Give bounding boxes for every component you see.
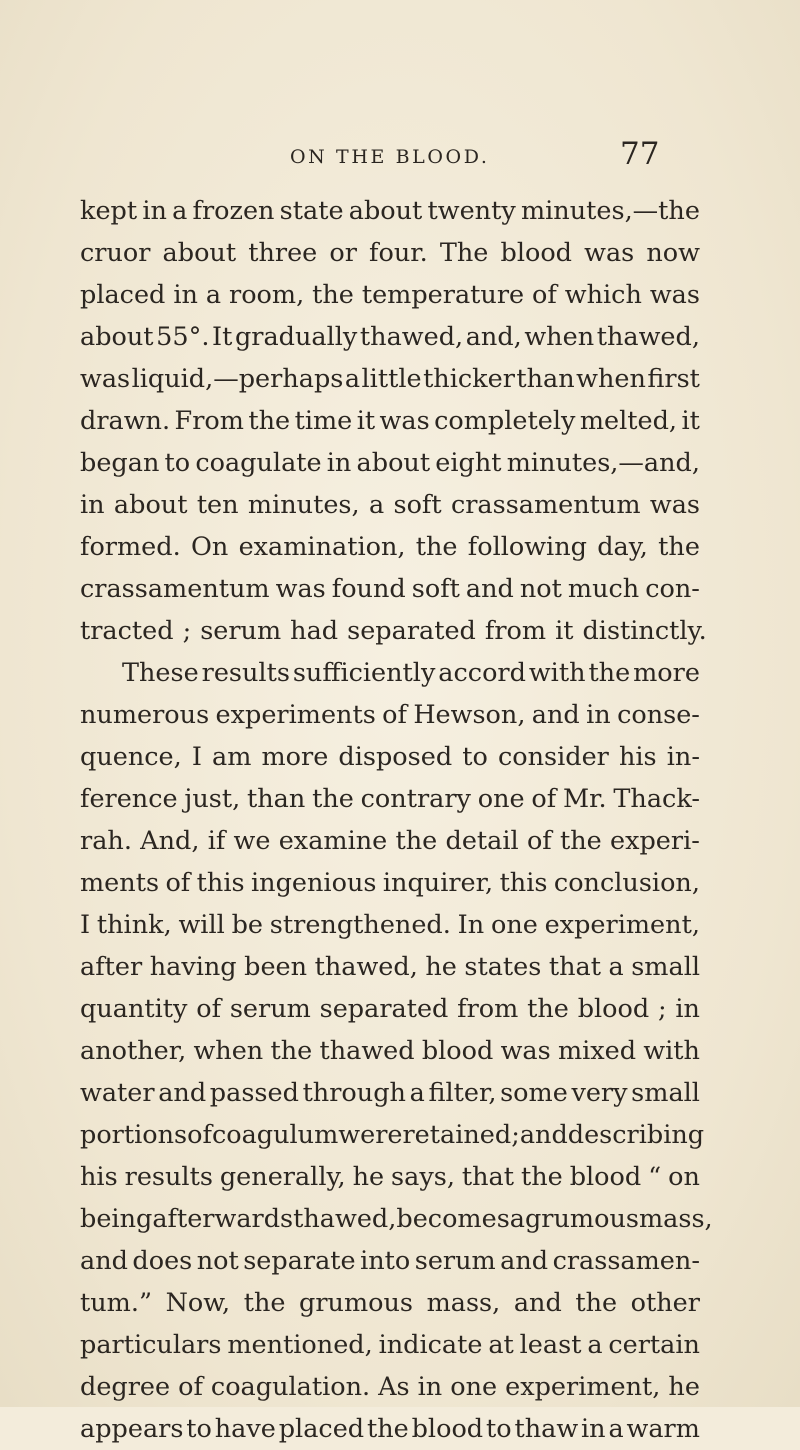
body-text <box>80 190 713 1450</box>
text-line: These results sufficiently accord with the more <box>122 658 700 688</box>
text-line: cruor about three or four. The blood was now <box>80 238 700 268</box>
text-line: rah. And, if we examine the detail of the experi- <box>80 826 700 856</box>
text-line: ference just, than the contrary one of Mr. Thack- <box>80 784 700 814</box>
text-line: kept in a frozen state about twenty minutes,—the <box>80 196 700 226</box>
text-line: ments of this ingenious inquirer, this conclusion, <box>80 868 700 898</box>
text-line: in about ten minutes, a soft crassamentum was <box>80 490 700 520</box>
text-line: I think, will be strengthened. In one experiment, <box>80 910 700 940</box>
text-line: and does not separate into serum and crassamen- <box>80 1246 700 1276</box>
text-line: numerous experiments of Hewson, and in conse- <box>80 700 700 730</box>
page-number: 77 <box>620 136 660 172</box>
text-line: crassamentum was found soft and not much con- <box>80 574 700 604</box>
text-line: began to coagulate in about eight minutes,—and, <box>80 448 700 478</box>
text-line: placed in a room, the temperature of which was <box>80 280 700 310</box>
running-head <box>0 136 800 180</box>
text-line: after having been thawed, he states that a small <box>80 952 700 982</box>
text-line: particulars mentioned, indicate at least a certain <box>80 1330 700 1360</box>
running-title: ON THE BLOOD. <box>290 146 490 168</box>
text-line: degree of coagulation. As in one experiment, he <box>80 1372 700 1402</box>
text-line: his results generally, he says, that the blood “ on <box>80 1162 700 1192</box>
text-line: about 55°. It gradually thawed, and, when thawed, <box>80 322 700 352</box>
text-line: quence, I am more disposed to consider his in- <box>80 742 700 772</box>
text-line: tracted ; serum had separated from it distinctly. <box>80 616 707 646</box>
text-line: water and passed through a filter, some very small <box>80 1078 700 1108</box>
text-line: drawn. From the time it was completely melted, it <box>80 406 700 436</box>
text-line: formed. On examination, the following day, the <box>80 532 700 562</box>
text-line: portions of coagulum were retained ; and describing <box>80 1120 705 1150</box>
text-line: appears to have placed the blood to thaw in a warm <box>80 1414 700 1444</box>
text-line: quantity of serum separated from the blood ; in <box>80 994 700 1024</box>
text-line: another, when the thawed blood was mixed with <box>80 1036 700 1066</box>
text-line: was liquid,—perhaps a little thicker than when first <box>80 364 700 394</box>
text-line: being afterwards thawed, becomes a grumous mass, <box>80 1204 713 1234</box>
text-line: tum.” Now, the grumous mass, and the other <box>80 1288 700 1318</box>
